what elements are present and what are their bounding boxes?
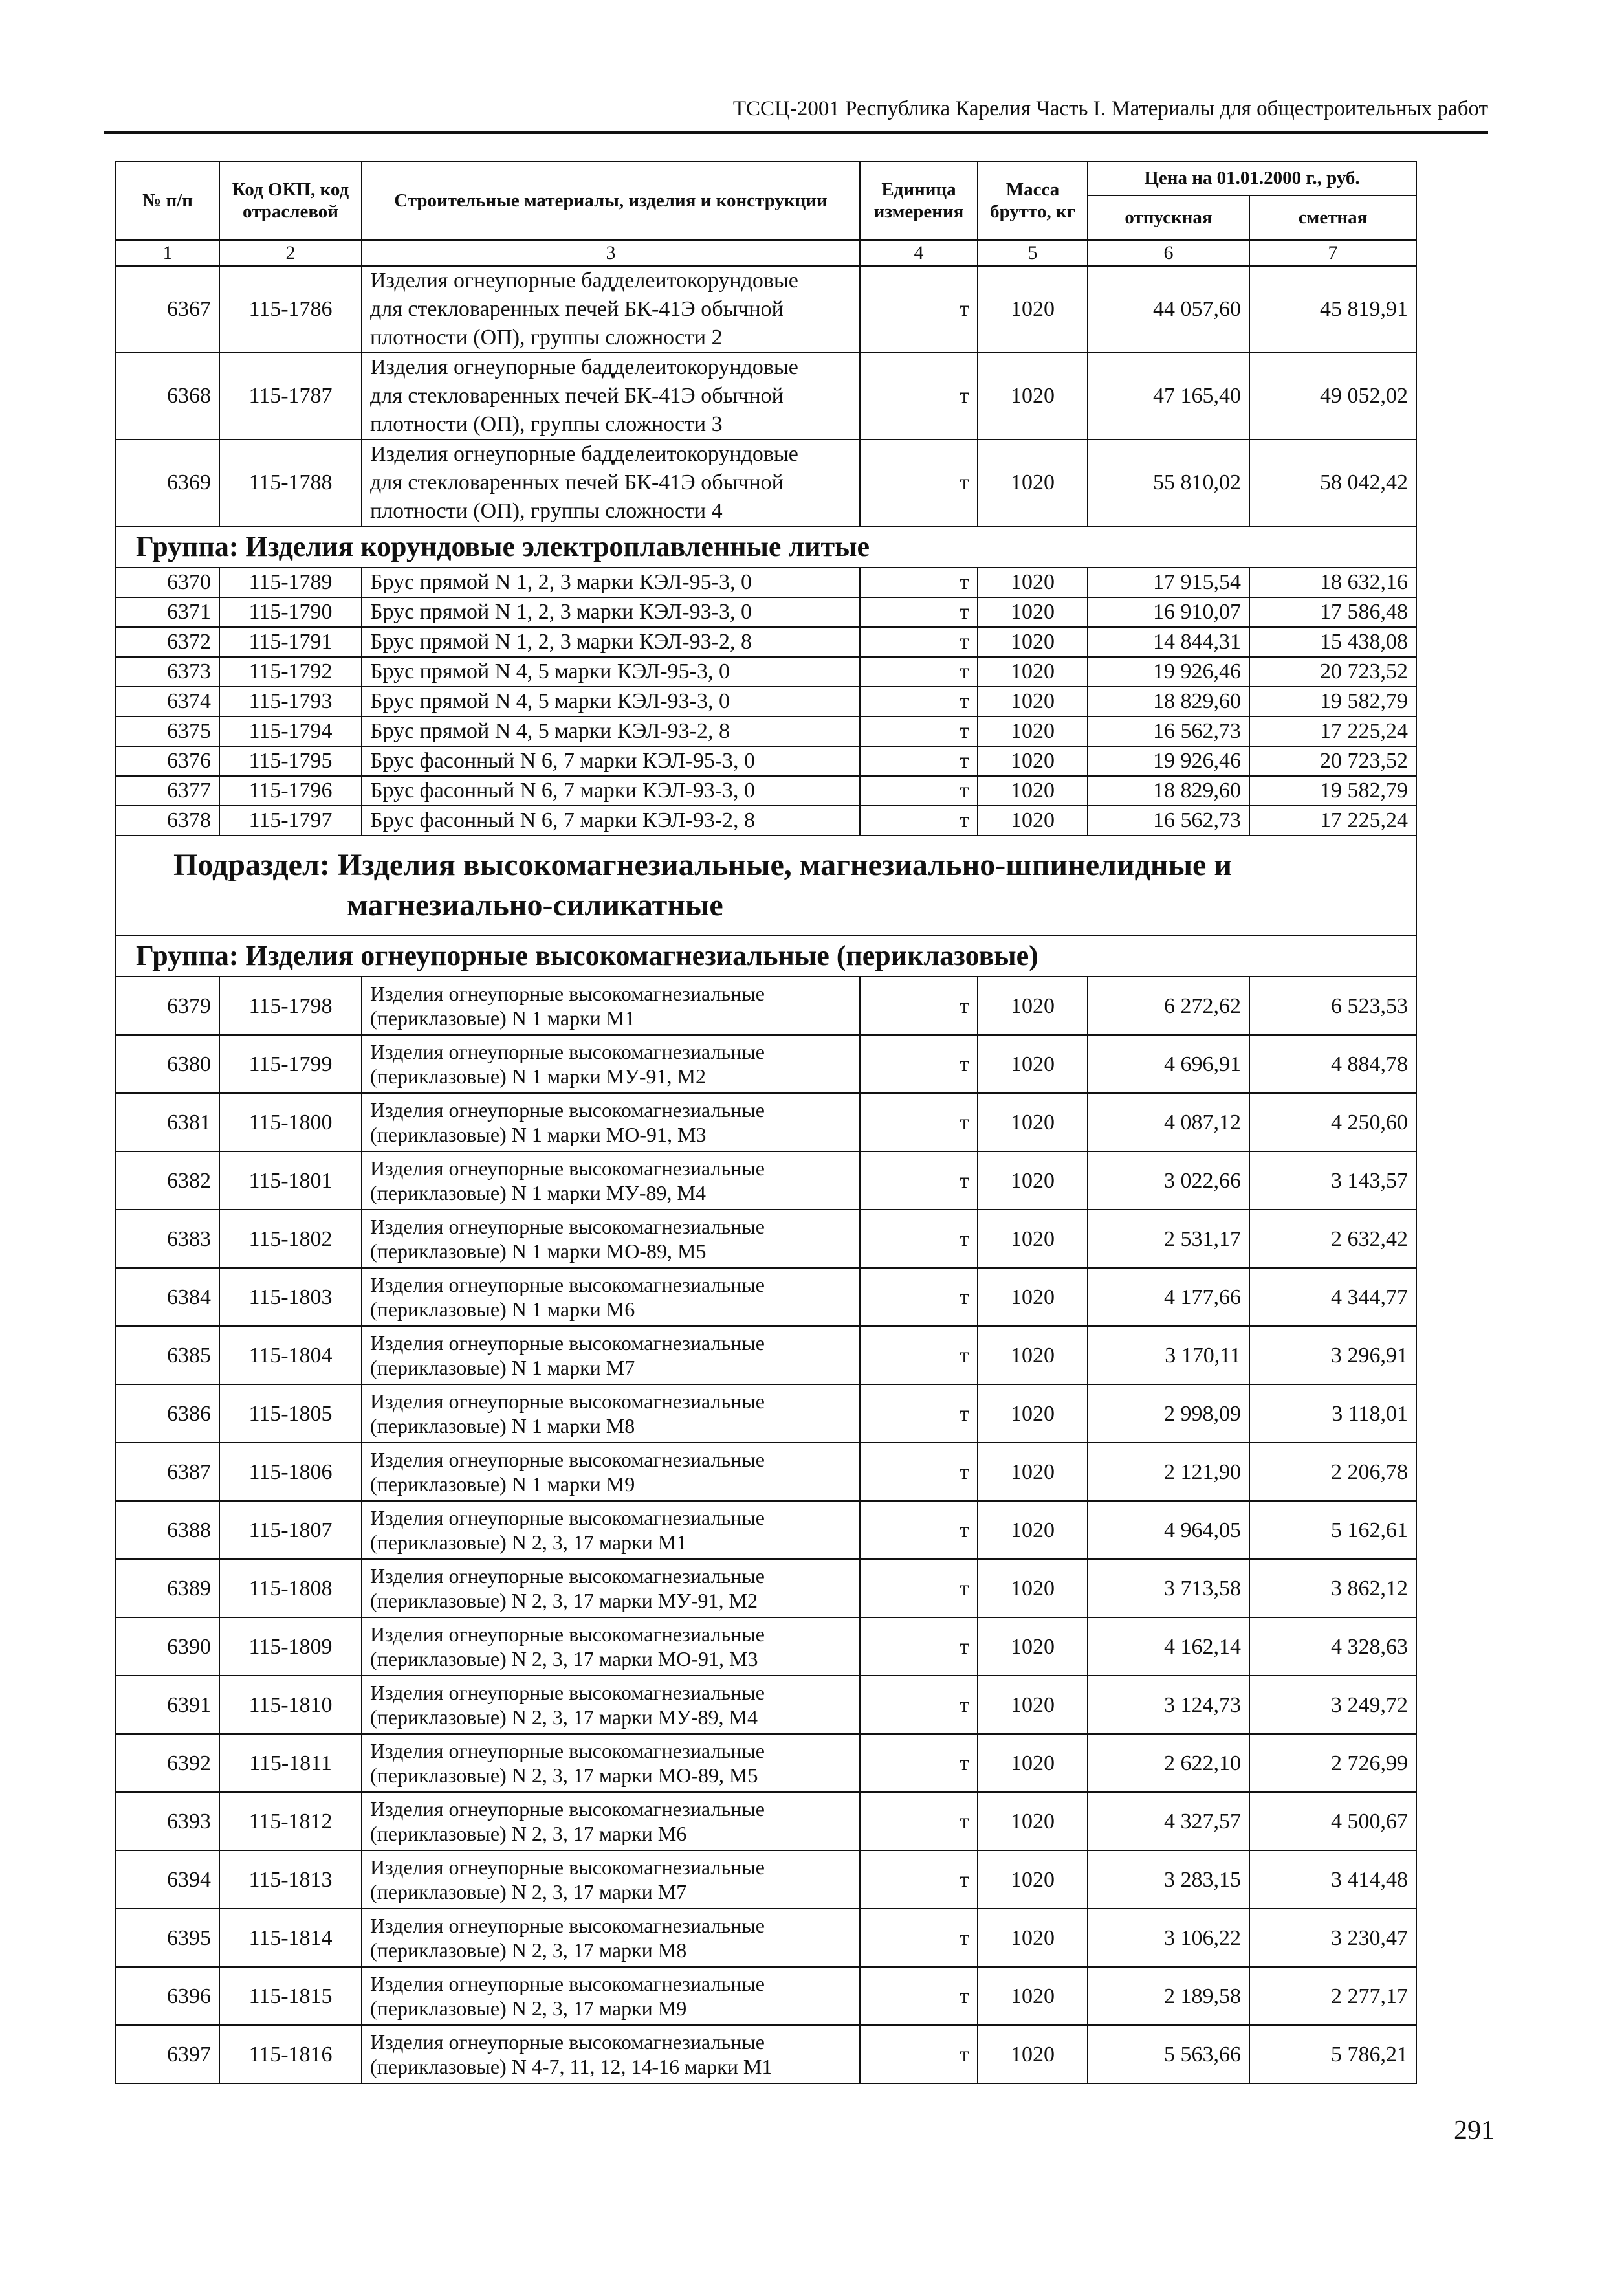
estimate-price: 4 250,60	[1249, 1093, 1416, 1151]
unit-of-measure: т	[860, 1151, 978, 1210]
unit-of-measure: т	[860, 1967, 978, 2025]
table-row	[116, 1093, 1416, 1151]
row-number: 6387	[116, 1443, 219, 1501]
okp-code: 115-1810	[219, 1676, 362, 1734]
table-row	[116, 806, 1416, 836]
material-name: Брус прямой N 4, 5 марки КЭЛ-93-3, 0	[362, 687, 860, 716]
table-row	[116, 977, 1416, 1035]
okp-code: 115-1807	[219, 1501, 362, 1559]
col-header-unit: Единица измерения	[860, 161, 978, 240]
estimate-price: 45 819,91	[1249, 266, 1416, 353]
wholesale-price: 19 926,46	[1088, 657, 1249, 687]
table-row	[116, 716, 1416, 746]
okp-code: 115-1787	[219, 353, 362, 439]
gross-mass: 1020	[978, 2025, 1088, 2083]
gross-mass: 1020	[978, 1909, 1088, 1967]
rows-group2	[116, 977, 1416, 2083]
row-number: 6380	[116, 1035, 219, 1093]
table-row	[116, 776, 1416, 806]
row-number: 6371	[116, 597, 219, 627]
okp-code: 115-1799	[219, 1035, 362, 1093]
row-number: 6369	[116, 439, 219, 526]
material-name: Изделия огнеупорные бадделеитокорундовые для стекловаренных печей БК-41Э обычной плотности (ОП), группы сложности 4	[362, 439, 860, 526]
gross-mass: 1020	[978, 1676, 1088, 1734]
row-number: 6397	[116, 2025, 219, 2083]
row-number: 6396	[116, 1967, 219, 2025]
okp-code: 115-1808	[219, 1559, 362, 1617]
unit-of-measure: т	[860, 1093, 978, 1151]
table-row	[116, 353, 1416, 439]
okp-code: 115-1815	[219, 1967, 362, 2025]
okp-code: 115-1798	[219, 977, 362, 1035]
row-number: 6370	[116, 568, 219, 597]
table-row	[116, 1734, 1416, 1792]
material-name: Брус фасонный N 6, 7 марки КЭЛ-95-3, 0	[362, 746, 860, 776]
rows-top	[116, 266, 1416, 526]
table-header	[116, 161, 1416, 266]
row-number: 6378	[116, 806, 219, 836]
column-number-row	[116, 240, 1416, 266]
table-row	[116, 1210, 1416, 1268]
estimate-price: 19 582,79	[1249, 776, 1416, 806]
gross-mass: 1020	[978, 687, 1088, 716]
estimate-price: 17 225,24	[1249, 716, 1416, 746]
table-row	[116, 1967, 1416, 2025]
row-number: 6367	[116, 266, 219, 353]
okp-code: 115-1805	[219, 1384, 362, 1443]
table-row	[116, 1326, 1416, 1384]
unit-of-measure: т	[860, 776, 978, 806]
unit-of-measure: т	[860, 439, 978, 526]
material-name: Брус фасонный N 6, 7 марки КЭЛ-93-3, 0	[362, 776, 860, 806]
estimate-price: 49 052,02	[1249, 353, 1416, 439]
row-number: 6373	[116, 657, 219, 687]
gross-mass: 1020	[978, 716, 1088, 746]
group-heading: Группа: Изделия корундовые электроплавленные литые	[116, 526, 1416, 568]
col-number: 1	[116, 240, 219, 266]
wholesale-price: 18 829,60	[1088, 687, 1249, 716]
subsection-heading	[116, 836, 1416, 935]
wholesale-price: 55 810,02	[1088, 439, 1249, 526]
gross-mass: 1020	[978, 1617, 1088, 1676]
table-row	[116, 746, 1416, 776]
gross-mass: 1020	[978, 1151, 1088, 1210]
material-name: Изделия огнеупорные высокомагнезиальные (периклазовые) N 1 марки МУ-89, М4	[362, 1151, 860, 1210]
material-name: Изделия огнеупорные высокомагнезиальные (периклазовые) N 1 марки МО-89, М5	[362, 1210, 860, 1268]
material-name: Брус прямой N 4, 5 марки КЭЛ-93-2, 8	[362, 716, 860, 746]
estimate-price: 4 344,77	[1249, 1268, 1416, 1326]
unit-of-measure: т	[860, 716, 978, 746]
okp-code: 115-1813	[219, 1850, 362, 1909]
material-name: Изделия огнеупорные высокомагнезиальные (периклазовые) N 2, 3, 17 марки М9	[362, 1967, 860, 2025]
table-row	[116, 266, 1416, 353]
col-header-number: № п/п	[116, 161, 219, 240]
gross-mass: 1020	[978, 1967, 1088, 2025]
row-number: 6376	[116, 746, 219, 776]
unit-of-measure: т	[860, 1035, 978, 1093]
material-name: Изделия огнеупорные высокомагнезиальные (периклазовые) N 2, 3, 17 марки М8	[362, 1909, 860, 1967]
gross-mass: 1020	[978, 776, 1088, 806]
wholesale-price: 18 829,60	[1088, 776, 1249, 806]
wholesale-price: 4 177,66	[1088, 1268, 1249, 1326]
subsection-line1: Подраздел: Изделия высокомагнезиальные, магнезиально-шпинелидные и	[173, 848, 1233, 882]
gross-mass: 1020	[978, 1734, 1088, 1792]
okp-code: 115-1814	[219, 1909, 362, 1967]
material-name: Изделия огнеупорные бадделеитокорундовые для стекловаренных печей БК-41Э обычной плотности (ОП), группы сложности 2	[362, 266, 860, 353]
row-number: 6391	[116, 1676, 219, 1734]
okp-code: 115-1790	[219, 597, 362, 627]
row-number: 6382	[116, 1151, 219, 1210]
table-row	[116, 439, 1416, 526]
row-number: 6393	[116, 1792, 219, 1850]
material-name: Брус прямой N 1, 2, 3 марки КЭЛ-95-3, 0	[362, 568, 860, 597]
rows-group1	[116, 568, 1416, 836]
table-row	[116, 1384, 1416, 1443]
material-name: Изделия огнеупорные высокомагнезиальные (периклазовые) N 1 марки М8	[362, 1384, 860, 1443]
okp-code: 115-1802	[219, 1210, 362, 1268]
unit-of-measure: т	[860, 1909, 978, 1967]
wholesale-price: 2 531,17	[1088, 1210, 1249, 1268]
wholesale-price: 2 121,90	[1088, 1443, 1249, 1501]
col-number: 3	[362, 240, 860, 266]
estimate-price: 2 206,78	[1249, 1443, 1416, 1501]
row-number: 6385	[116, 1326, 219, 1384]
gross-mass: 1020	[978, 746, 1088, 776]
wholesale-price: 14 844,31	[1088, 627, 1249, 657]
col-header-mass: Масса брутто, кг	[978, 161, 1088, 240]
unit-of-measure: т	[860, 1443, 978, 1501]
okp-code: 115-1800	[219, 1093, 362, 1151]
wholesale-price: 3 283,15	[1088, 1850, 1249, 1909]
row-number: 6388	[116, 1501, 219, 1559]
row-number: 6375	[116, 716, 219, 746]
okp-code: 115-1816	[219, 2025, 362, 2083]
table-row	[116, 1268, 1416, 1326]
table-row	[116, 1909, 1416, 1967]
material-name: Изделия огнеупорные высокомагнезиальные (периклазовые) N 1 марки М6	[362, 1268, 860, 1326]
material-name: Изделия огнеупорные высокомагнезиальные (периклазовые) N 2, 3, 17 марки МУ-89, М4	[362, 1676, 860, 1734]
wholesale-price: 4 087,12	[1088, 1093, 1249, 1151]
okp-code: 115-1812	[219, 1792, 362, 1850]
estimate-price: 17 225,24	[1249, 806, 1416, 836]
row-number: 6381	[116, 1093, 219, 1151]
okp-code: 115-1786	[219, 266, 362, 353]
material-name: Изделия огнеупорные высокомагнезиальные (периклазовые) N 2, 3, 17 марки М1	[362, 1501, 860, 1559]
material-name: Брус прямой N 4, 5 марки КЭЛ-95-3, 0	[362, 657, 860, 687]
subsection-line2: магнезиально-силикатные	[347, 888, 723, 922]
estimate-price: 19 582,79	[1249, 687, 1416, 716]
row-number: 6395	[116, 1909, 219, 1967]
group-heading: Группа: Изделия огнеупорные высокомагнезиальные (периклазовые)	[116, 935, 1416, 977]
estimate-price: 3 862,12	[1249, 1559, 1416, 1617]
estimate-price: 3 230,47	[1249, 1909, 1416, 1967]
estimate-price: 2 277,17	[1249, 1967, 1416, 2025]
table-row	[116, 1850, 1416, 1909]
estimate-price: 20 723,52	[1249, 746, 1416, 776]
okp-code: 115-1804	[219, 1326, 362, 1384]
gross-mass: 1020	[978, 627, 1088, 657]
gross-mass: 1020	[978, 353, 1088, 439]
unit-of-measure: т	[860, 657, 978, 687]
wholesale-price: 16 910,07	[1088, 597, 1249, 627]
gross-mass: 1020	[978, 1443, 1088, 1501]
table-row	[116, 687, 1416, 716]
unit-of-measure: т	[860, 1676, 978, 1734]
table-row	[116, 2025, 1416, 2083]
group1-heading-section	[116, 526, 1416, 568]
row-number: 6394	[116, 1850, 219, 1909]
table-row	[116, 1559, 1416, 1617]
wholesale-price: 3 022,66	[1088, 1151, 1249, 1210]
estimate-price: 5 786,21	[1249, 2025, 1416, 2083]
material-name: Изделия огнеупорные высокомагнезиальные (периклазовые) N 2, 3, 17 марки МО-89, М5	[362, 1734, 860, 1792]
gross-mass: 1020	[978, 1268, 1088, 1326]
table-row	[116, 1501, 1416, 1559]
okp-code: 115-1793	[219, 687, 362, 716]
okp-code: 115-1788	[219, 439, 362, 526]
col-header-wholesale: отпускная	[1088, 195, 1249, 240]
wholesale-price: 19 926,46	[1088, 746, 1249, 776]
material-name: Изделия огнеупорные высокомагнезиальные (периклазовые) N 4-7, 11, 12, 14-16 марки М1	[362, 2025, 860, 2083]
okp-code: 115-1796	[219, 776, 362, 806]
okp-code: 115-1795	[219, 746, 362, 776]
estimate-price: 17 586,48	[1249, 597, 1416, 627]
wholesale-price: 3 106,22	[1088, 1909, 1249, 1967]
unit-of-measure: т	[860, 266, 978, 353]
unit-of-measure: т	[860, 1268, 978, 1326]
gross-mass: 1020	[978, 266, 1088, 353]
wholesale-price: 16 562,73	[1088, 716, 1249, 746]
table-row	[116, 1617, 1416, 1676]
material-name: Изделия огнеупорные высокомагнезиальные (периклазовые) N 1 марки М7	[362, 1326, 860, 1384]
okp-code: 115-1797	[219, 806, 362, 836]
row-number: 6368	[116, 353, 219, 439]
row-number: 6389	[116, 1559, 219, 1617]
header-rule	[104, 131, 1488, 134]
col-number: 2	[219, 240, 362, 266]
gross-mass: 1020	[978, 1093, 1088, 1151]
gross-mass: 1020	[978, 1559, 1088, 1617]
unit-of-measure: т	[860, 1326, 978, 1384]
unit-of-measure: т	[860, 1210, 978, 1268]
estimate-price: 3 143,57	[1249, 1151, 1416, 1210]
okp-code: 115-1792	[219, 657, 362, 687]
row-number: 6372	[116, 627, 219, 657]
estimate-price: 5 162,61	[1249, 1501, 1416, 1559]
table-row	[116, 1792, 1416, 1850]
gross-mass: 1020	[978, 977, 1088, 1035]
material-name: Изделия огнеупорные высокомагнезиальные (периклазовые) N 2, 3, 17 марки МО-91, М3	[362, 1617, 860, 1676]
wholesale-price: 16 562,73	[1088, 806, 1249, 836]
gross-mass: 1020	[978, 1501, 1088, 1559]
unit-of-measure: т	[860, 2025, 978, 2083]
table-row	[116, 1035, 1416, 1093]
gross-mass: 1020	[978, 1035, 1088, 1093]
row-number: 6386	[116, 1384, 219, 1443]
wholesale-price: 3 170,11	[1088, 1326, 1249, 1384]
gross-mass: 1020	[978, 568, 1088, 597]
wholesale-price: 4 327,57	[1088, 1792, 1249, 1850]
wholesale-price: 44 057,60	[1088, 266, 1249, 353]
okp-code: 115-1794	[219, 716, 362, 746]
wholesale-price: 2 998,09	[1088, 1384, 1249, 1443]
col-number: 5	[978, 240, 1088, 266]
material-name: Изделия огнеупорные высокомагнезиальные (периклазовые) N 1 марки М9	[362, 1443, 860, 1501]
row-number: 6390	[116, 1617, 219, 1676]
row-number: 6383	[116, 1210, 219, 1268]
unit-of-measure: т	[860, 687, 978, 716]
material-name: Изделия огнеупорные высокомагнезиальные (периклазовые) N 1 марки М1	[362, 977, 860, 1035]
gross-mass: 1020	[978, 1326, 1088, 1384]
estimate-price: 3 296,91	[1249, 1326, 1416, 1384]
estimate-price: 3 249,72	[1249, 1676, 1416, 1734]
unit-of-measure: т	[860, 353, 978, 439]
okp-code: 115-1803	[219, 1268, 362, 1326]
running-header: ТССЦ-2001 Республика Карелия Часть I. Материалы для общестроительных работ	[732, 97, 1488, 120]
table-row	[116, 1151, 1416, 1210]
estimate-price: 4 500,67	[1249, 1792, 1416, 1850]
subsection-section	[116, 836, 1416, 977]
wholesale-price: 17 915,54	[1088, 568, 1249, 597]
wholesale-price: 4 964,05	[1088, 1501, 1249, 1559]
wholesale-price: 2 189,58	[1088, 1967, 1249, 2025]
gross-mass: 1020	[978, 1210, 1088, 1268]
material-name: Изделия огнеупорные бадделеитокорундовые для стекловаренных печей БК-41Э обычной плотности (ОП), группы сложности 3	[362, 353, 860, 439]
okp-code: 115-1791	[219, 627, 362, 657]
col-header-code: Код ОКП, код отраслевой	[219, 161, 362, 240]
col-header-price-group: Цена на 01.01.2000 г., руб.	[1088, 161, 1416, 195]
unit-of-measure: т	[860, 1559, 978, 1617]
table-row	[116, 568, 1416, 597]
wholesale-price: 2 622,10	[1088, 1734, 1249, 1792]
unit-of-measure: т	[860, 1734, 978, 1792]
wholesale-price: 3 124,73	[1088, 1676, 1249, 1734]
estimate-price: 15 438,08	[1249, 627, 1416, 657]
okp-code: 115-1789	[219, 568, 362, 597]
estimate-price: 18 632,16	[1249, 568, 1416, 597]
gross-mass: 1020	[978, 806, 1088, 836]
price-table	[115, 161, 1417, 2084]
material-name: Брус прямой N 1, 2, 3 марки КЭЛ-93-3, 0	[362, 597, 860, 627]
row-number: 6379	[116, 977, 219, 1035]
wholesale-price: 5 563,66	[1088, 2025, 1249, 2083]
estimate-price: 2 632,42	[1249, 1210, 1416, 1268]
material-name: Изделия огнеупорные высокомагнезиальные (периклазовые) N 1 марки МУ-91, М2	[362, 1035, 860, 1093]
col-header-material: Строительные материалы, изделия и конструкции	[362, 161, 860, 240]
okp-code: 115-1811	[219, 1734, 362, 1792]
unit-of-measure: т	[860, 568, 978, 597]
wholesale-price: 6 272,62	[1088, 977, 1249, 1035]
table-row	[116, 1676, 1416, 1734]
estimate-price: 58 042,42	[1249, 439, 1416, 526]
estimate-price: 2 726,99	[1249, 1734, 1416, 1792]
col-number: 4	[860, 240, 978, 266]
unit-of-measure: т	[860, 1792, 978, 1850]
gross-mass: 1020	[978, 1384, 1088, 1443]
wholesale-price: 4 162,14	[1088, 1617, 1249, 1676]
gross-mass: 1020	[978, 657, 1088, 687]
estimate-price: 3 414,48	[1249, 1850, 1416, 1909]
estimate-price: 3 118,01	[1249, 1384, 1416, 1443]
unit-of-measure: т	[860, 1384, 978, 1443]
material-name: Изделия огнеупорные высокомагнезиальные (периклазовые) N 1 марки МО-91, М3	[362, 1093, 860, 1151]
wholesale-price: 47 165,40	[1088, 353, 1249, 439]
okp-code: 115-1809	[219, 1617, 362, 1676]
okp-code: 115-1806	[219, 1443, 362, 1501]
unit-of-measure: т	[860, 806, 978, 836]
row-number: 6377	[116, 776, 219, 806]
table-row	[116, 1443, 1416, 1501]
row-number: 6392	[116, 1734, 219, 1792]
col-number: 6	[1088, 240, 1249, 266]
unit-of-measure: т	[860, 597, 978, 627]
row-number: 6374	[116, 687, 219, 716]
gross-mass: 1020	[978, 1792, 1088, 1850]
page-number: 291	[1454, 2116, 1495, 2145]
material-name: Изделия огнеупорные высокомагнезиальные (периклазовые) N 2, 3, 17 марки МУ-91, М2	[362, 1559, 860, 1617]
unit-of-measure: т	[860, 627, 978, 657]
material-name: Брус фасонный N 6, 7 марки КЭЛ-93-2, 8	[362, 806, 860, 836]
table-row	[116, 597, 1416, 627]
okp-code: 115-1801	[219, 1151, 362, 1210]
estimate-price: 4 328,63	[1249, 1617, 1416, 1676]
gross-mass: 1020	[978, 1850, 1088, 1909]
table-row	[116, 627, 1416, 657]
estimate-price: 20 723,52	[1249, 657, 1416, 687]
unit-of-measure: т	[860, 1501, 978, 1559]
col-header-estimate: сметная	[1249, 195, 1416, 240]
estimate-price: 6 523,53	[1249, 977, 1416, 1035]
unit-of-measure: т	[860, 1617, 978, 1676]
col-number: 7	[1249, 240, 1416, 266]
row-number: 6384	[116, 1268, 219, 1326]
unit-of-measure: т	[860, 1850, 978, 1909]
table-row	[116, 657, 1416, 687]
wholesale-price: 3 713,58	[1088, 1559, 1249, 1617]
gross-mass: 1020	[978, 597, 1088, 627]
material-name: Брус прямой N 1, 2, 3 марки КЭЛ-93-2, 8	[362, 627, 860, 657]
material-name: Изделия огнеупорные высокомагнезиальные (периклазовые) N 2, 3, 17 марки М6	[362, 1792, 860, 1850]
unit-of-measure: т	[860, 977, 978, 1035]
gross-mass: 1020	[978, 439, 1088, 526]
wholesale-price: 4 696,91	[1088, 1035, 1249, 1093]
estimate-price: 4 884,78	[1249, 1035, 1416, 1093]
unit-of-measure: т	[860, 746, 978, 776]
material-name: Изделия огнеупорные высокомагнезиальные (периклазовые) N 2, 3, 17 марки М7	[362, 1850, 860, 1909]
